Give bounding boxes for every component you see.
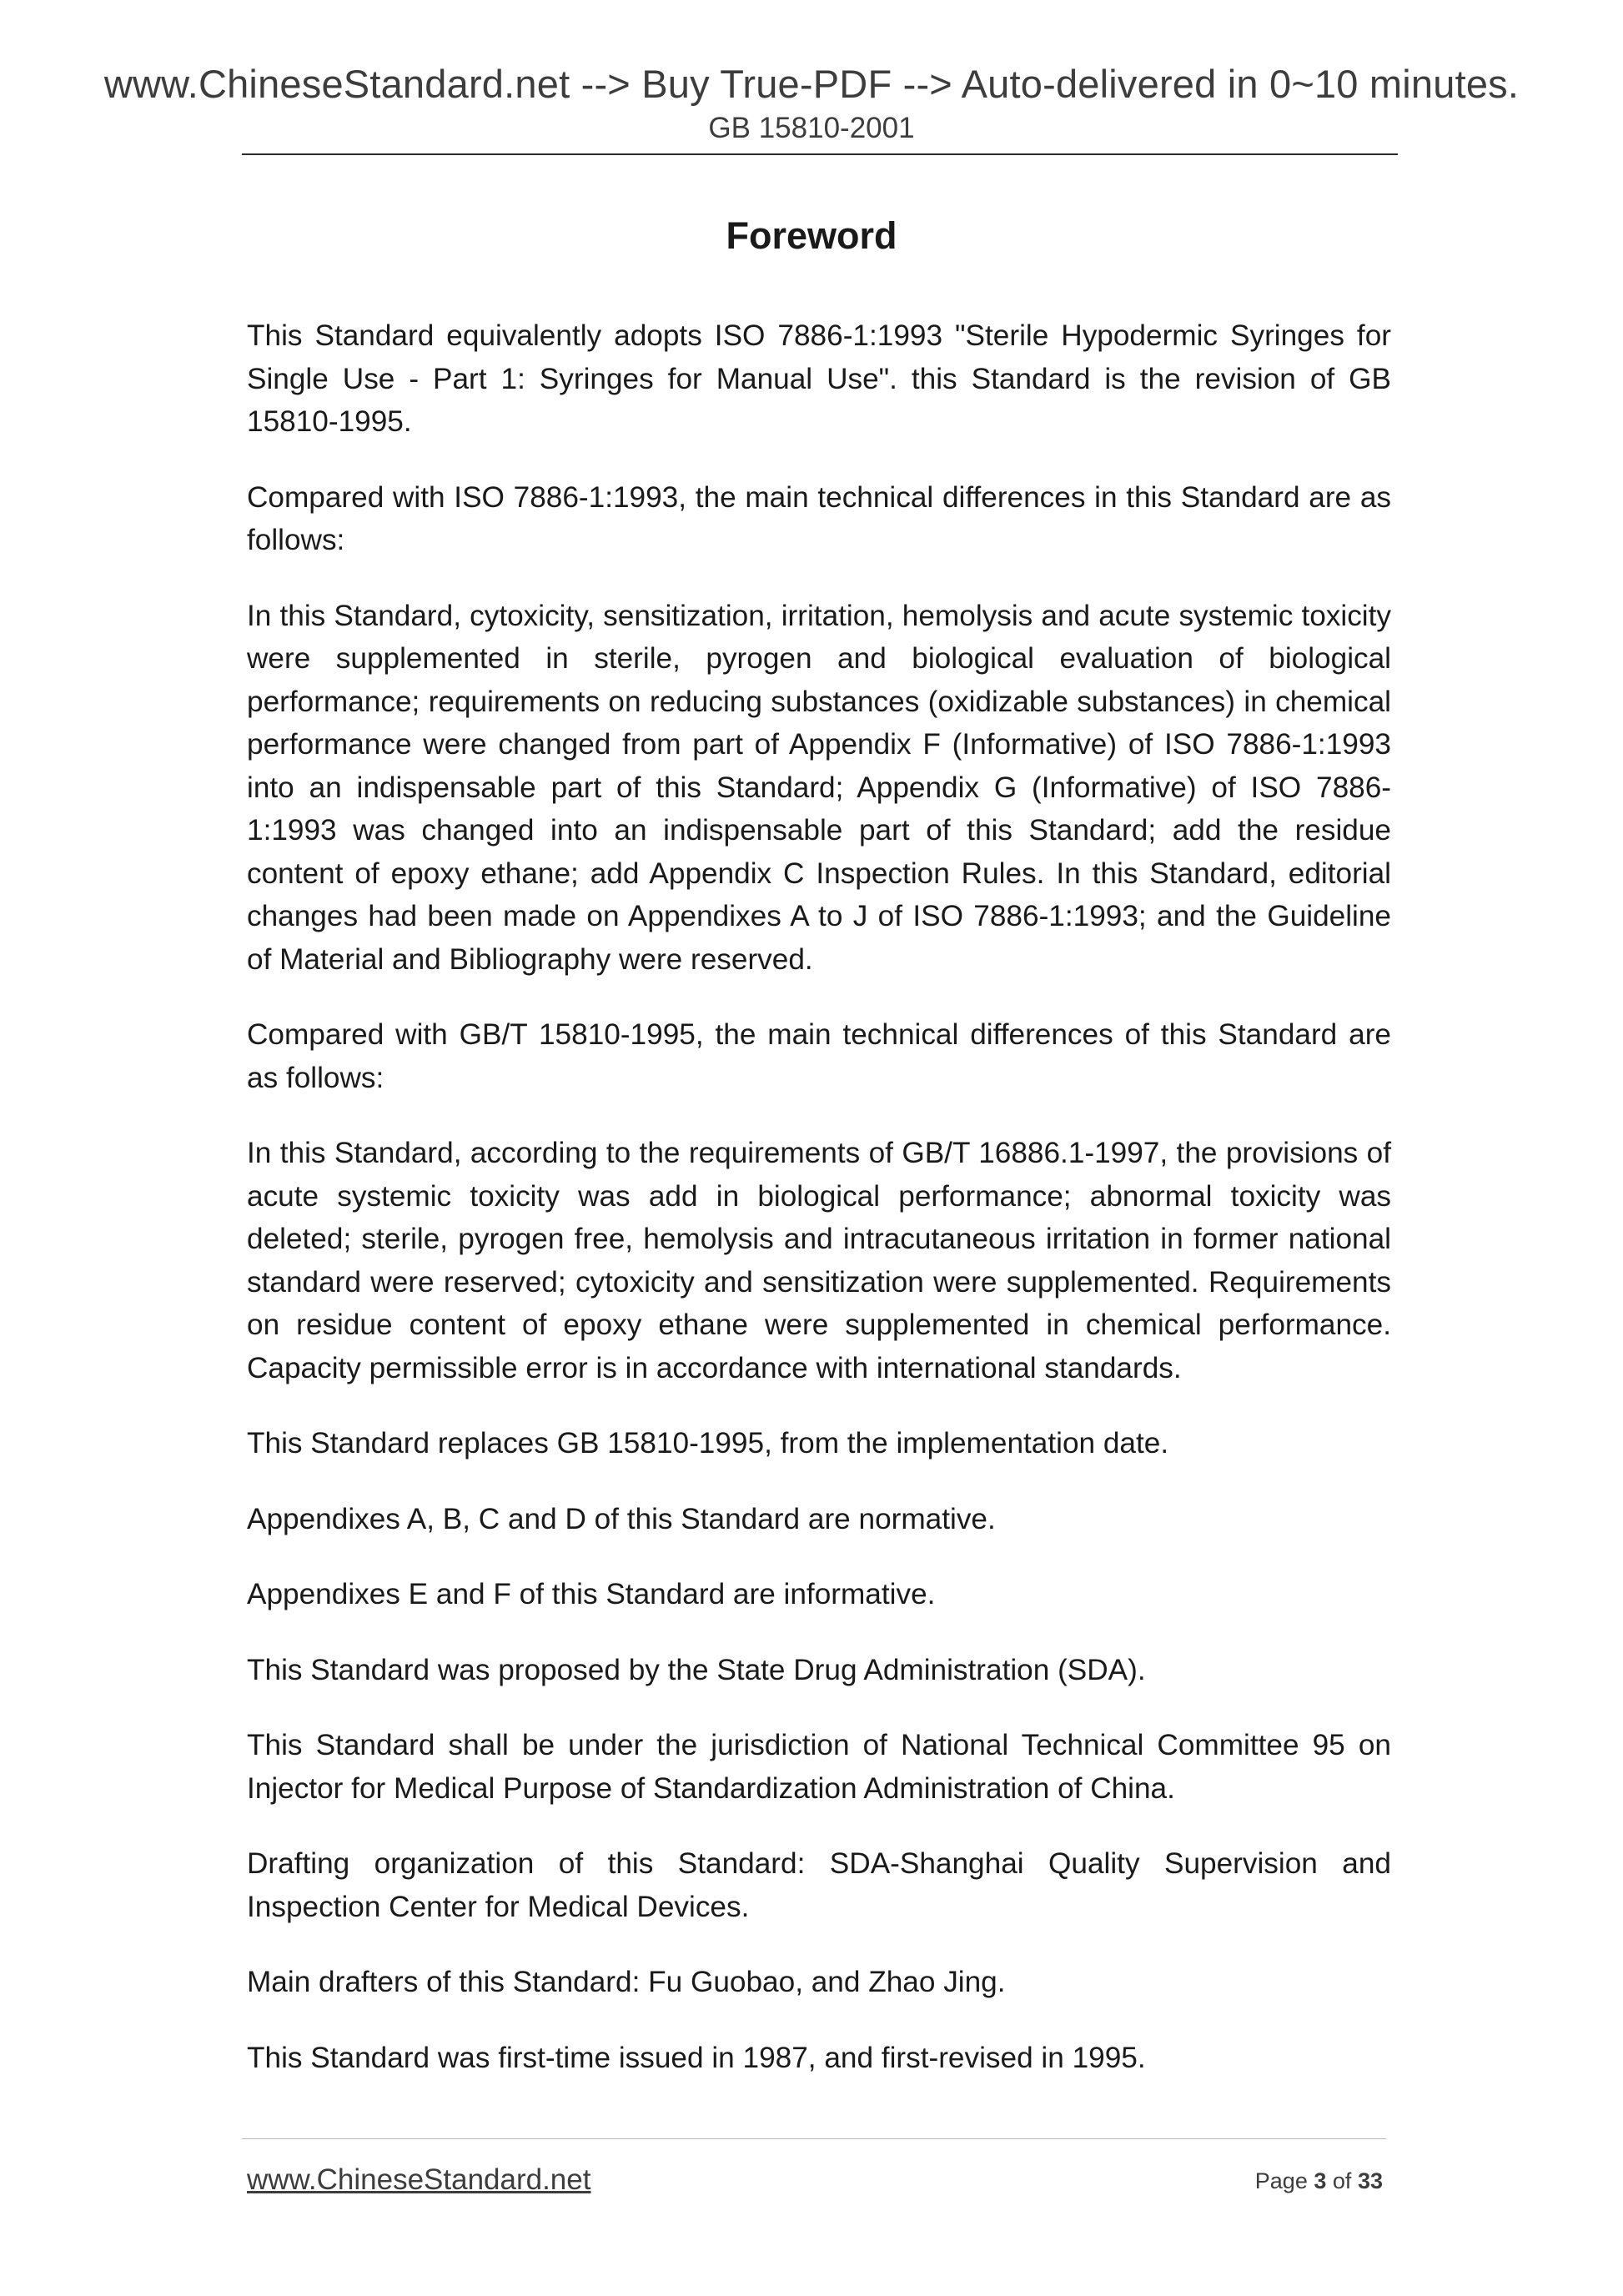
- page-label: Page: [1254, 2168, 1308, 2193]
- paragraph-gbt-differences: In this Standard, according to the requirements of GB/T 16886.1-1997, the provisions of acute systemic toxicity was add in biological performance; abnormal toxicity was deleted; sterile, pyrogen free, hemolysis and intracutaneous irritation in former national standard were reserved; cytoxicity and sensitization were supplemented. Requirements on residue content of epoxy ethane were supplemented in chemical performance. Capacity permissible error is in accordance with international standards.: [247, 1137, 1391, 1384]
- paragraph-iso-differences-intro: Compared with ISO 7886-1:1993, the main technical differences in this Standard are as follows:: [247, 480, 1391, 556]
- page-header: [0, 62, 1623, 145]
- header-divider: [242, 153, 1398, 155]
- paragraph-replaces: This Standard replaces GB 15810-1995, from the implementation date.: [247, 1427, 1169, 1459]
- paragraph-jurisdiction: This Standard shall be under the jurisdiction of National Technical Committee 95 on Injector for Medical Purpose of Standardization Administration of China.: [247, 1729, 1391, 1805]
- page-title: Foreword: [726, 214, 897, 257]
- standard-code: GB 15810-2001: [708, 112, 915, 145]
- page-of-label: of: [1332, 2168, 1352, 2193]
- paragraph-gbt-differences-intro: Compared with GB/T 15810-1995, the main technical differences of this Standard are as follows:: [247, 1018, 1391, 1094]
- paragraph-proposed-by: This Standard was proposed by the State Drug Administration (SDA).: [247, 1653, 1146, 1686]
- paragraph-iso-differences: In this Standard, cytoxicity, sensitization, irritation, hemolysis and acute systemic toxicity were supplemented in sterile, pyrogen and biological evaluation of biological performance; requirements on reducing substances (oxidizable substances) in chemical performance were changed from part of Appendix F (Informative) of ISO 7886-1:1993 into an indispensable part of this Standard; Appendix G (Informative) of ISO 7886-1:1993 was changed into an indispensable part of this Standard; add the residue content of epoxy ethane; add Appendix C Inspection Rules. In this Standard, editorial changes had been made on Appendixes A to J of ISO 7886-1:1993; and the Guideline of Material and Bibliography were reserved.: [247, 599, 1391, 976]
- header-banner: www.ChineseStandard.net --> Buy True-PDF --> Auto-delivered in 0~10 minutes.: [103, 62, 1520, 106]
- foreword-body: [247, 314, 1391, 2112]
- paragraph-issue-history: This Standard was first-time issued in 1987, and first-revised in 1995.: [247, 2041, 1146, 2074]
- paragraph-adoption: This Standard equivalently adopts ISO 7886-1:1993 "Sterile Hypodermic Syringes for Single Use - Part 1: Syringes for Manual Use". this Standard is the revision of GB 15810-1995.: [247, 319, 1391, 438]
- footer-website-link[interactable]: www.ChineseStandard.net: [247, 2163, 591, 2196]
- footer-divider: [242, 2138, 1386, 2139]
- paragraph-main-drafters: Main drafters of this Standard: Fu Guobao, and Zhao Jing.: [247, 1966, 1006, 1998]
- page-footer: [247, 2163, 1383, 2205]
- page-total: 33: [1357, 2168, 1383, 2193]
- page-current: 3: [1314, 2168, 1327, 2193]
- page-number: [1255, 2168, 1383, 2194]
- paragraph-informative-appendixes: Appendixes E and F of this Standard are informative.: [247, 1578, 936, 1610]
- paragraph-normative-appendixes: Appendixes A, B, C and D of this Standard are normative.: [247, 1502, 996, 1535]
- paragraph-drafting-organization: Drafting organization of this Standard: SDA-Shanghai Quality Supervision and Inspection Center for Medical Devices.: [247, 1847, 1391, 1923]
